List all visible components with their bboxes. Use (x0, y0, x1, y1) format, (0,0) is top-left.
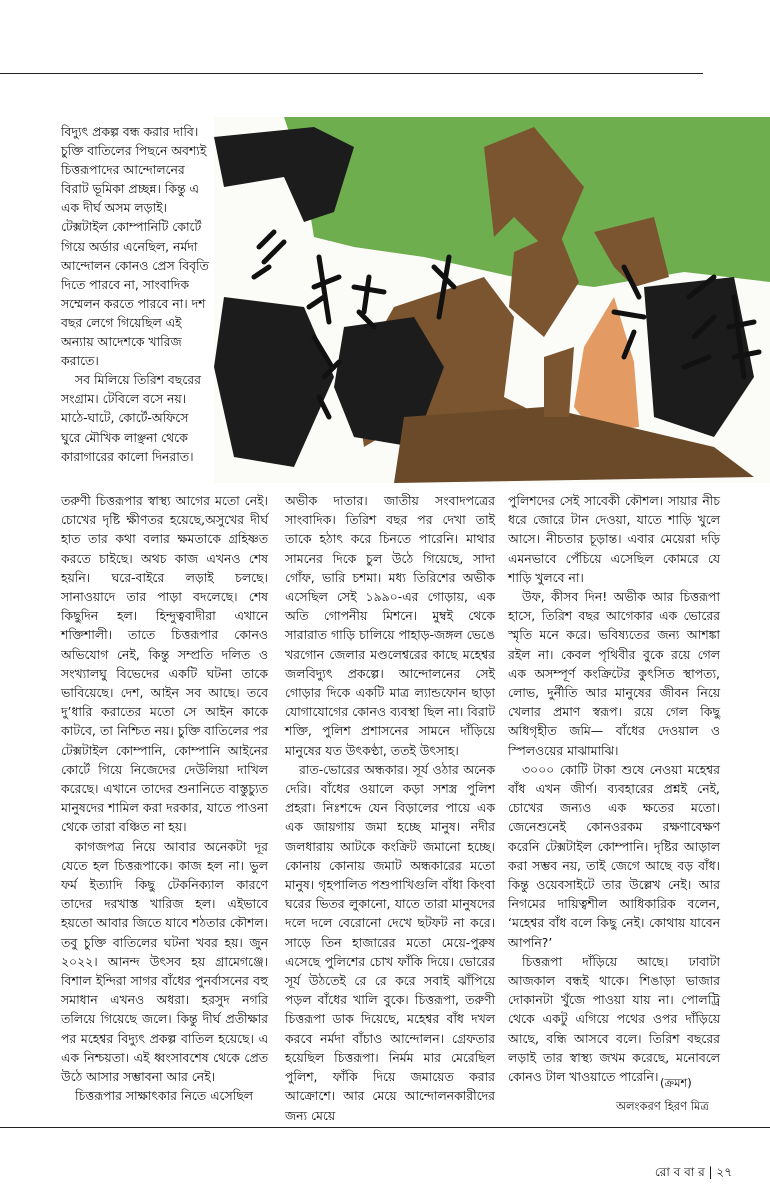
paragraph: তরুণী চিত্তরূপার স্বাস্থ্য আগের মতো নেই। চোখের দৃষ্টি ক্ষীণতর হয়েছে,অসুখের দীর্ঘ হাত তার কথা বলার ক্ষমতাকে গ্রহিষ্ণত করতে চাইছে। অথচ কাজ এখনও শেষ হয়নি। ঘরে-বাইরে লড়াই চলছে। সানাওয়াদে তার পাড়া বদলেছে। শেষ কিছুদিন হল। হিন্দুত্ববাদীরা এখানে শক্তিশালী। তাতে চিত্তরূপার কোনও অভিযোগ নেই, কিন্তু সম্প্রতি দলিত ও সংখ্যালঘু বিভেদের একটি ঘটনা তাকে ভাবিয়েছে। দেশ, আইন সব আছে। তবে দু’ধারি করাতের মতো সে আইন কাকে কাটবে, তা নিশ্চিত নয়। চুক্তি বাতিলের পর টেক্সটাইল কোম্পানি, কোম্পানি আইনের কোর্টে গিয়ে নিজেদের দেউলিয়া দাখিল করেছে। এখানে তাদের শুনানিতে বাস্তুচ্যুত মানুষদের শামিল করা দরকার, যাতে পাওনা থেকে তারা বঞ্চিত না হয়। (61, 493, 268, 835)
paragraph: কাগজপত্র নিয়ে আবার অনেকটা দূর যেতে হল চিত্তরূপাকে। কাজ হল না। ভুল ফর্ম ইত্যাদি কিছু টেকনিক্যাল কারণে তাদের দরখাস্ত খারিজ হল। এইভাবে হয়তো আবার জিতে যাবে শঠতার কৌশল। তবু চুক্তি বাতিলের ঘটনা খবর হয়। জুন ২০২২। আনন্দ উৎসব হয় গ্রামেগঞ্জে। বিশাল ইন্দিরা সাগর বাঁধের পুনর্বাসনের বহু সমাধান এখনও অধরা। হরসুদ নগরি তলিয়ে গিয়েছে জলে। কিন্তু দীর্ঘ প্রতীক্ষার পর মহেশ্বর বিদ্যুৎ প্রকল্প বাতিল হয়েছে। এ এক নিশ্চয়তা। এই ধ্বংসাবশেষ থেকে প্রেত উঠে আসার সম্ভাবনা আর নেই। (61, 838, 268, 1085)
paragraph: উফ, কীসব দিন! অভীক আর চিত্তরূপা হাসে, তিরিশ বছর আগেকার এক ভোরের স্মৃতি মনে করে। ভবিষ্যতের জন্য আশঙ্কা রইল না। কেবল পৃথিবীর বুকে রয়ে গেল এক অসম্পূর্ণ কংক্রিটের কুৎসিত স্থাপত্য, লোভ, দুর্নীতি আর মানুষের জীবন নিয়ে খেলার প্রমাণ স্বরূপ। রয়ে গেল কিছু অধিগৃহীত জমি— বাঁধের দেওয়াল ও স্পিলওয়ের মাঝামাঝি। (508, 589, 720, 758)
collage-illustration (214, 117, 770, 483)
paragraph: রাত-ভোরের অন্ধকার। সূর্য ওঠার অনেক দেরি। বাঁধের ওয়ালে কড়া সশস্ত্র পুলিশ প্রহরা। নিঃশব্দে যেন বিড়ালের পায়ে এক এক জায়গায় জমা হচ্ছে মানুষ। নদীর জলধারায় আটকে কংক্রিট জমানো হচ্ছে। কোনায় কোনায় জমাট অন্ধকারের মতো মানুষ। গৃহপালিত পশুপাখিগুলি বাঁধা কিংবা ঘরের ভিতর লুকানো, যাতে তারা মানুষদের দলে দলে বেরোনো দেখে ছটফট না করে। সাড়ে তিন হাজারের মতো মেয়ে-পুরুষ এসেছে পুলিশের চোখ ফাঁকি দিয়ে। ভোরের সূর্য উঠতেই রে রে করে সবাই ঝাঁপিয়ে পড়ল বাঁধের খালি বুকে। চিত্তরূপা, তরুণী চিত্তরূপা ডাক দিয়েছে, মহেশ্বর বাঁধ দখল করবে নর্মদা বাঁচাও আন্দোলন। গ্রেফতার হয়েছিল চিত্তরূপা। নির্মম মার মেরেছিল পুলিশ, ফাঁকি দিয়ে জমায়েত করার আক্রোশে। আর মেয়ে আন্দোলনকারীদের জন্য মেয়ে (285, 761, 495, 1123)
paragraph: পুলিশদের সেই সাবেকী কৌশল। সায়ার নীচ ধরে জোরে টান দেওয়া, যাতে শাড়ি খুলে আসে। নীচতার চূড়ান্ত। এবার মেয়েরা দড়ি এমনভাবে পেঁচিয়ে এসেছিল কোমরে যে শাড়ি খুলবে না। (508, 493, 720, 585)
paragraph: সব মিলিয়ে তিরিশ বছরের সংগ্রাম। টেবিলে বসে নয়। মাঠে-ঘাটে, কোর্টে-অফিসে ঘুরে মৌখিক লাঞ্ছনা থেকে কারাগারের কালো দিনরাত। (61, 372, 201, 464)
text-column-1 (61, 491, 268, 1106)
paragraph: ৩০০০ কোটি টাকা শুষে নেওয়া মহেশ্বর বাঁধ এখন জীর্ণ। ব্যবহারের প্রশ্নই নেই, চোখের জন্যও এক ক্ষতের মতো। জেনেশুনেই কোনওরকম রক্ষণাবেক্ষণ করেনি টেক্সটাইল কোম্পানি। দৃষ্টির আড়াল করা সম্ভব নয়, তাই জেগে আছে বড় বাঁধ। কিন্তু ওয়েবসাইটে তার উল্লেখ নেই। আর নিগমের দায়িত্বশীল আধিকারিক বলেন, ‘মহেশ্বর বাঁধ বলে কিছু নেই। কোথায় যাবেন আপনি?’ (508, 761, 720, 950)
illustration-credit: অলংকরণ হিরণ মিত্র (616, 1099, 709, 1113)
series-note: (ক্রমশ) (660, 1076, 692, 1090)
page-footer: রো ব বা র | ২৭ (654, 1165, 732, 1179)
top-rule (0, 73, 703, 74)
paragraph: চিত্তরূপা দাঁড়িয়ে আছে। ঢাবাটা আজকাল বন্ধই থাকে। শিঙাড়া ভাজার দোকানটা খুঁজে পাওয়া যায় না। পোলট্রি থেকে একটু এগিয়ে পথের ওপর দাঁড়িয়ে আছে, বন্ধি আসবে বলে। তিরিশ বছরের লড়াই তার স্বাস্থ্য জখম করেছে, মনোবলে কোনও টাল খাওয়াতে পারেনি। (508, 953, 720, 1085)
paragraph: অভীক দাতার। জাতীয় সংবাদপত্রের সাংবাদিক। তিরিশ বছর পর দেখা তাই তাকে হঠাৎ করে চিনতে পারেনি। মাথার সামনের দিকে চুল উঠে গিয়েছে, সাদা গোঁফ, ভারি চশমা। মধ্য তিরিশের অভীক এসেছিল সেই ১৯৯০-এর গোড়ায়, এক অতি গোপনীয় মিশনে। মুম্বই থেকে সারারাত গাড়ি চালিয়ে পাহাড়-জঙ্গল ভেঙে খরগোন জেলার মণ্ডলেশ্বরের কাছে মহেশ্বর জলবিদ্যুৎ প্রকল্পে। আন্দোলনের সেই গোড়ার দিকে একটি মাত্র ল্যান্ডফোন ছাড়া যোগাযোগের কোনও ব্যবস্থা ছিল না। বিরাট শক্তি, পুলিশ প্রশাসনের সামনে দাঁড়িয়ে মানুষের যত উৎকণ্ঠা, ততই উৎসাহ। (285, 493, 495, 758)
text-column-2 (285, 491, 495, 1125)
bottom-rule (0, 1127, 770, 1128)
text-column-3 (508, 491, 720, 1086)
paragraph: বিদ্যুৎ প্রকল্প বন্ধ করার দাবি। চুক্তি বাতিলের পিছনে অবশ্যই চিত্তরূপাদের আন্দোলনের বিরাট ভূমিকা প্রচ্ছন্ন। কিন্তু এ এক দীর্ঘ অসম লড়াই। টেক্সটাইল কোম্পানিটি কোর্টে গিয়ে অর্ডার এনেছিল, নর্মদা আন্দোলন কোনও প্রেস বিবৃতি দিতে পারবে না, সাংবাদিক সম্মেলন করতে পারবে না। দশ বছর লেগে গিয়েছিল এই অন্যায় আদেশকে খারিজ করাতে। (61, 124, 209, 369)
brown-paper-shape (544, 347, 574, 417)
side-text-column (61, 122, 209, 466)
paragraph: চিত্তরূপার সাক্ষাৎকার নিতে এসেছিল (75, 1088, 253, 1104)
